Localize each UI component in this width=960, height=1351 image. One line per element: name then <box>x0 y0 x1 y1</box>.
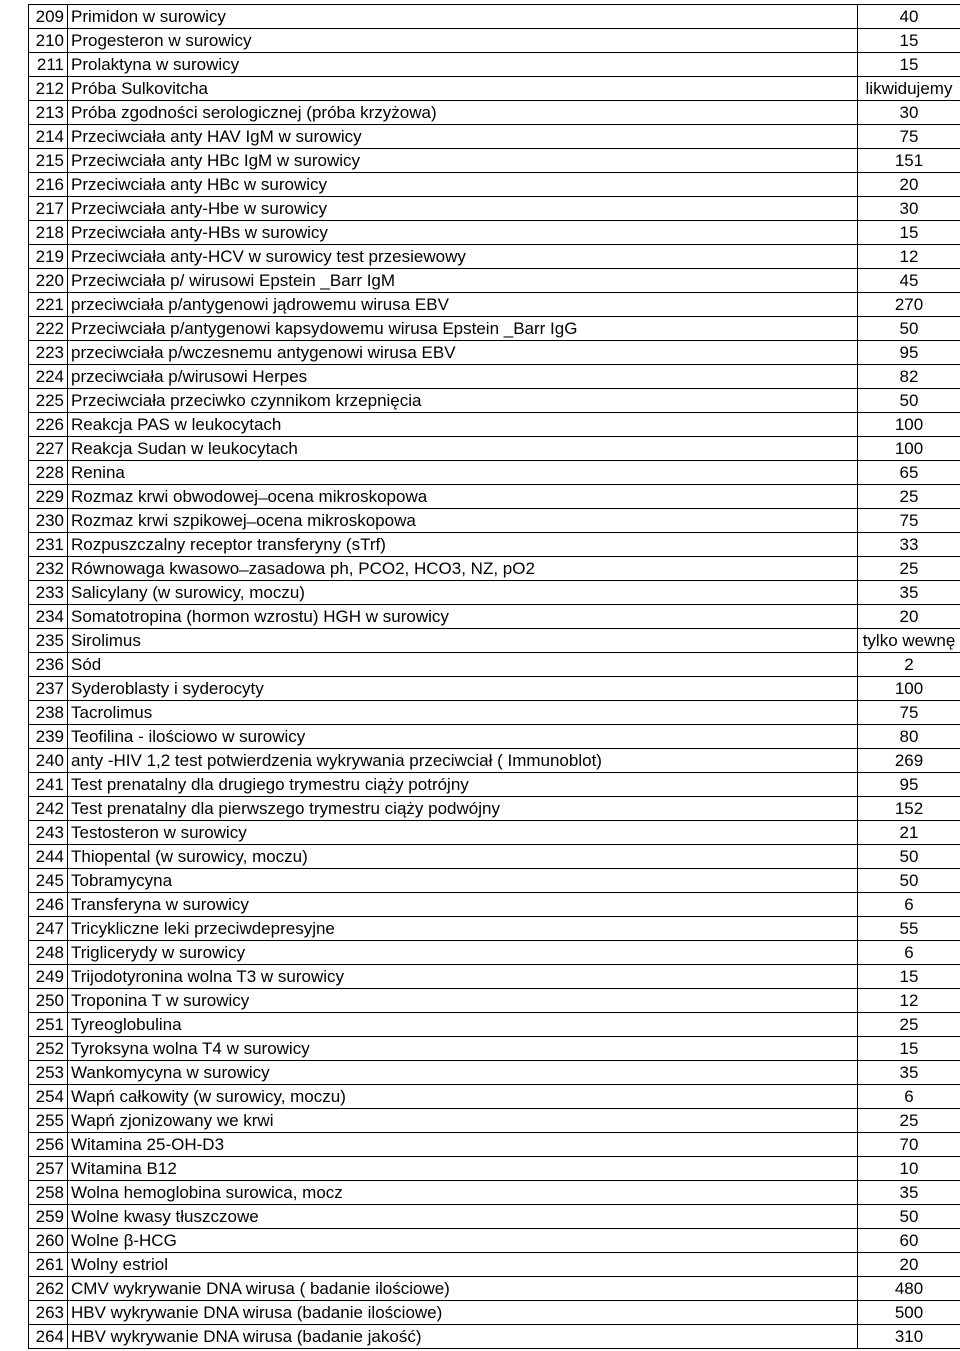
row-number-cell: 212 <box>29 77 68 101</box>
test-name-cell: HBV wykrywanie DNA wirusa (badanie ilościowe) <box>67 1301 857 1325</box>
price-cell: 95 <box>858 341 960 365</box>
table-row <box>29 1157 960 1181</box>
price-cell: 20 <box>858 1253 960 1277</box>
price-cell: 100 <box>858 437 960 461</box>
test-name-cell: Wankomycyna w surowicy <box>67 1061 857 1085</box>
price-cell: 30 <box>858 197 960 221</box>
test-name-cell: Przeciwciała p/ wirusowi Epstein _Barr IgM <box>67 269 857 293</box>
table-row <box>29 1325 960 1349</box>
row-number-cell: 230 <box>29 509 68 533</box>
test-name-cell: Progesteron w surowicy <box>67 29 857 53</box>
table-row <box>29 797 960 821</box>
price-cell: 82 <box>858 365 960 389</box>
table-row <box>29 653 960 677</box>
row-number-cell: 216 <box>29 173 68 197</box>
price-cell: 2 <box>858 653 960 677</box>
table-row <box>29 533 960 557</box>
row-number-cell: 221 <box>29 293 68 317</box>
test-name-cell: Przeciwciała anty-HCV w surowicy test przesiewowy <box>67 245 857 269</box>
test-name-cell: przeciwciała p/wczesnemu antygenowi wirusa EBV <box>67 341 857 365</box>
row-number-cell: 250 <box>29 989 68 1013</box>
test-name-cell: Równowaga kwasowo ̶ zasadowa ph, PCO2, HCO3, NZ, pO2 <box>67 557 857 581</box>
price-cell: 25 <box>858 557 960 581</box>
row-number-cell: 263 <box>29 1301 68 1325</box>
test-name-cell: Przeciwciała anty HBc w surowicy <box>67 173 857 197</box>
row-number-cell: 229 <box>29 485 68 509</box>
price-cell: 50 <box>858 389 960 413</box>
test-name-cell: Sód <box>67 653 857 677</box>
table-row <box>29 365 960 389</box>
test-name-cell: Wolny estriol <box>67 1253 857 1277</box>
test-name-cell: Test prenatalny dla drugiego trymestru ciąży potrójny <box>67 773 857 797</box>
price-cell: 151 <box>858 149 960 173</box>
test-name-cell: Salicylany (w surowicy, moczu) <box>67 581 857 605</box>
price-cell: 70 <box>858 1133 960 1157</box>
price-cell: 15 <box>858 965 960 989</box>
table-row <box>29 341 960 365</box>
row-number-cell: 251 <box>29 1013 68 1037</box>
table-row <box>29 1085 960 1109</box>
price-cell: 35 <box>858 1181 960 1205</box>
row-number-cell: 242 <box>29 797 68 821</box>
row-number-cell: 259 <box>29 1205 68 1229</box>
test-name-cell: przeciwciała p/antygenowi jądrowemu wirusa EBV <box>67 293 857 317</box>
table-row <box>29 701 960 725</box>
row-number-cell: 252 <box>29 1037 68 1061</box>
table-row <box>29 317 960 341</box>
table-row <box>29 1181 960 1205</box>
price-cell: 75 <box>858 509 960 533</box>
row-number-cell: 211 <box>29 53 68 77</box>
table-row <box>29 1229 960 1253</box>
test-name-cell: Rozpuszczalny receptor transferyny (sTrf) <box>67 533 857 557</box>
price-cell: 50 <box>858 869 960 893</box>
row-number-cell: 255 <box>29 1109 68 1133</box>
row-number-cell: 243 <box>29 821 68 845</box>
test-name-cell: Witamina 25-OH-D3 <box>67 1133 857 1157</box>
table-row <box>29 581 960 605</box>
table-row <box>29 557 960 581</box>
price-cell: 270 <box>858 293 960 317</box>
table-row <box>29 941 960 965</box>
test-name-cell: Trijodotyronina wolna T3 w surowicy <box>67 965 857 989</box>
row-number-cell: 262 <box>29 1277 68 1301</box>
row-number-cell: 234 <box>29 605 68 629</box>
test-name-cell: Somatotropina (hormon wzrostu) HGH w surowicy <box>67 605 857 629</box>
test-name-cell: Przeciwciała przeciwko czynnikom krzepnięcia <box>67 389 857 413</box>
price-cell: 75 <box>858 125 960 149</box>
table-row <box>29 509 960 533</box>
test-name-cell: Tacrolimus <box>67 701 857 725</box>
row-number-cell: 218 <box>29 221 68 245</box>
test-name-cell: Triglicerydy w surowicy <box>67 941 857 965</box>
table-row <box>29 821 960 845</box>
table-row <box>29 1013 960 1037</box>
table-row <box>29 773 960 797</box>
price-list-table <box>28 4 960 1349</box>
row-number-cell: 254 <box>29 1085 68 1109</box>
table-row <box>29 893 960 917</box>
table-row <box>29 29 960 53</box>
test-name-cell: Test prenatalny dla pierwszego trymestru ciąży podwójny <box>67 797 857 821</box>
row-number-cell: 246 <box>29 893 68 917</box>
price-cell: 6 <box>858 893 960 917</box>
table-row <box>29 485 960 509</box>
table-row <box>29 1037 960 1061</box>
row-number-cell: 228 <box>29 461 68 485</box>
price-cell: 45 <box>858 269 960 293</box>
test-name-cell: Przeciwciała anty HAV IgM w surowicy <box>67 125 857 149</box>
price-cell: 15 <box>858 53 960 77</box>
row-number-cell: 240 <box>29 749 68 773</box>
table-body <box>29 5 960 1349</box>
table-row <box>29 1205 960 1229</box>
test-name-cell: Tricykliczne leki przeciwdepresyjne <box>67 917 857 941</box>
price-cell: 500 <box>858 1301 960 1325</box>
test-name-cell: Przeciwciała anty-HBs w surowicy <box>67 221 857 245</box>
table-row <box>29 269 960 293</box>
price-cell: 15 <box>858 29 960 53</box>
price-cell: 35 <box>858 1061 960 1085</box>
table-row <box>29 101 960 125</box>
price-cell: 20 <box>858 173 960 197</box>
price-cell: 35 <box>858 581 960 605</box>
table-row <box>29 53 960 77</box>
row-number-cell: 261 <box>29 1253 68 1277</box>
table-row <box>29 125 960 149</box>
row-number-cell: 213 <box>29 101 68 125</box>
table-row <box>29 845 960 869</box>
test-name-cell: Wolne kwasy tłuszczowe <box>67 1205 857 1229</box>
row-number-cell: 223 <box>29 341 68 365</box>
row-number-cell: 241 <box>29 773 68 797</box>
price-cell: 25 <box>858 1013 960 1037</box>
test-name-cell: anty -HIV 1,2 test potwierdzenia wykrywania przeciwciał ( Immunoblot) <box>67 749 857 773</box>
row-number-cell: 237 <box>29 677 68 701</box>
price-cell: 55 <box>858 917 960 941</box>
test-name-cell: Thiopental (w surowicy, moczu) <box>67 845 857 869</box>
price-cell: 15 <box>858 1037 960 1061</box>
row-number-cell: 224 <box>29 365 68 389</box>
test-name-cell: Rozmaz krwi obwodowej ̶ ocena mikroskopowa <box>67 485 857 509</box>
test-name-cell: Przeciwciała anty HBc IgM w surowicy <box>67 149 857 173</box>
table-row <box>29 1253 960 1277</box>
test-name-cell: Próba Sulkovitcha <box>67 77 857 101</box>
table-row <box>29 245 960 269</box>
price-cell: 480 <box>858 1277 960 1301</box>
test-name-cell: Wolna hemoglobina surowica, mocz <box>67 1181 857 1205</box>
price-cell: 60 <box>858 1229 960 1253</box>
price-cell: 269 <box>858 749 960 773</box>
table-row <box>29 917 960 941</box>
test-name-cell: Primidon w surowicy <box>67 5 857 29</box>
row-number-cell: 215 <box>29 149 68 173</box>
row-number-cell: 209 <box>29 5 68 29</box>
price-cell: 10 <box>858 1157 960 1181</box>
price-cell: 65 <box>858 461 960 485</box>
row-number-cell: 233 <box>29 581 68 605</box>
row-number-cell: 256 <box>29 1133 68 1157</box>
test-name-cell: Przeciwciała p/antygenowi kapsydowemu wirusa Epstein _Barr IgG <box>67 317 857 341</box>
price-cell: 100 <box>858 413 960 437</box>
table-row <box>29 725 960 749</box>
table-row <box>29 1277 960 1301</box>
table-row <box>29 965 960 989</box>
row-number-cell: 219 <box>29 245 68 269</box>
price-cell: 12 <box>858 989 960 1013</box>
table-row <box>29 77 960 101</box>
table-row <box>29 461 960 485</box>
row-number-cell: 214 <box>29 125 68 149</box>
row-number-cell: 220 <box>29 269 68 293</box>
price-cell: 80 <box>858 725 960 749</box>
price-cell: 310 <box>858 1325 960 1349</box>
table-row <box>29 197 960 221</box>
test-name-cell: Rozmaz krwi szpikowej ̶ ocena mikroskopowa <box>67 509 857 533</box>
table-row <box>29 677 960 701</box>
table-row <box>29 1109 960 1133</box>
price-cell: 6 <box>858 1085 960 1109</box>
price-cell: likwidujemy <box>858 77 960 101</box>
table-row <box>29 605 960 629</box>
table-row <box>29 293 960 317</box>
price-cell: 20 <box>858 605 960 629</box>
row-number-cell: 238 <box>29 701 68 725</box>
test-name-cell: Troponina T w surowicy <box>67 989 857 1013</box>
row-number-cell: 235 <box>29 629 68 653</box>
price-cell: 50 <box>858 845 960 869</box>
table-row <box>29 149 960 173</box>
row-number-cell: 210 <box>29 29 68 53</box>
table-row <box>29 173 960 197</box>
test-name-cell: Prolaktyna w surowicy <box>67 53 857 77</box>
table-row <box>29 629 960 653</box>
table-row <box>29 413 960 437</box>
test-name-cell: Wolne β-HCG <box>67 1229 857 1253</box>
row-number-cell: 257 <box>29 1157 68 1181</box>
test-name-cell: Syderoblasty i syderocyty <box>67 677 857 701</box>
test-name-cell: Renina <box>67 461 857 485</box>
price-cell: 25 <box>858 485 960 509</box>
price-cell: 100 <box>858 677 960 701</box>
row-number-cell: 239 <box>29 725 68 749</box>
test-name-cell: Reakcja PAS w leukocytach <box>67 413 857 437</box>
test-name-cell: Wapń całkowity (w surowicy, moczu) <box>67 1085 857 1109</box>
row-number-cell: 264 <box>29 1325 68 1349</box>
row-number-cell: 247 <box>29 917 68 941</box>
row-number-cell: 231 <box>29 533 68 557</box>
table-row <box>29 989 960 1013</box>
price-cell: tylko wewnę <box>858 629 960 653</box>
price-cell: 30 <box>858 101 960 125</box>
price-cell: 152 <box>858 797 960 821</box>
test-name-cell: Przeciwciała anty-Hbe w surowicy <box>67 197 857 221</box>
test-name-cell: przeciwciała p/wirusowi Herpes <box>67 365 857 389</box>
row-number-cell: 236 <box>29 653 68 677</box>
row-number-cell: 249 <box>29 965 68 989</box>
row-number-cell: 217 <box>29 197 68 221</box>
table-row <box>29 437 960 461</box>
test-name-cell: CMV wykrywanie DNA wirusa ( badanie ilościowe) <box>67 1277 857 1301</box>
test-name-cell: Teofilina - ilościowo w surowicy <box>67 725 857 749</box>
row-number-cell: 244 <box>29 845 68 869</box>
row-number-cell: 232 <box>29 557 68 581</box>
table-row <box>29 5 960 29</box>
row-number-cell: 258 <box>29 1181 68 1205</box>
price-cell: 50 <box>858 317 960 341</box>
price-cell: 40 <box>858 5 960 29</box>
test-name-cell: Testosteron w surowicy <box>67 821 857 845</box>
test-name-cell: Sirolimus <box>67 629 857 653</box>
price-cell: 25 <box>858 1109 960 1133</box>
price-cell: 50 <box>858 1205 960 1229</box>
test-name-cell: Reakcja Sudan w leukocytach <box>67 437 857 461</box>
test-name-cell: Tyreoglobulina <box>67 1013 857 1037</box>
row-number-cell: 260 <box>29 1229 68 1253</box>
price-cell: 21 <box>858 821 960 845</box>
table-row <box>29 1133 960 1157</box>
row-number-cell: 225 <box>29 389 68 413</box>
table-row <box>29 389 960 413</box>
test-name-cell: Tobramycyna <box>67 869 857 893</box>
test-name-cell: Witamina B12 <box>67 1157 857 1181</box>
test-name-cell: Transferyna w surowicy <box>67 893 857 917</box>
table-row <box>29 1061 960 1085</box>
price-cell: 75 <box>858 701 960 725</box>
row-number-cell: 245 <box>29 869 68 893</box>
price-cell: 33 <box>858 533 960 557</box>
row-number-cell: 226 <box>29 413 68 437</box>
test-name-cell: Próba zgodności serologicznej (próba krzyżowa) <box>67 101 857 125</box>
test-name-cell: HBV wykrywanie DNA wirusa (badanie jakość) <box>67 1325 857 1349</box>
price-cell: 6 <box>858 941 960 965</box>
table-row <box>29 869 960 893</box>
row-number-cell: 227 <box>29 437 68 461</box>
test-name-cell: Wapń zjonizowany we krwi <box>67 1109 857 1133</box>
table-row <box>29 1301 960 1325</box>
row-number-cell: 253 <box>29 1061 68 1085</box>
row-number-cell: 222 <box>29 317 68 341</box>
table-row <box>29 749 960 773</box>
table-row <box>29 221 960 245</box>
row-number-cell: 248 <box>29 941 68 965</box>
price-cell: 12 <box>858 245 960 269</box>
price-cell: 15 <box>858 221 960 245</box>
test-name-cell: Tyroksyna wolna T4 w surowicy <box>67 1037 857 1061</box>
price-cell: 95 <box>858 773 960 797</box>
